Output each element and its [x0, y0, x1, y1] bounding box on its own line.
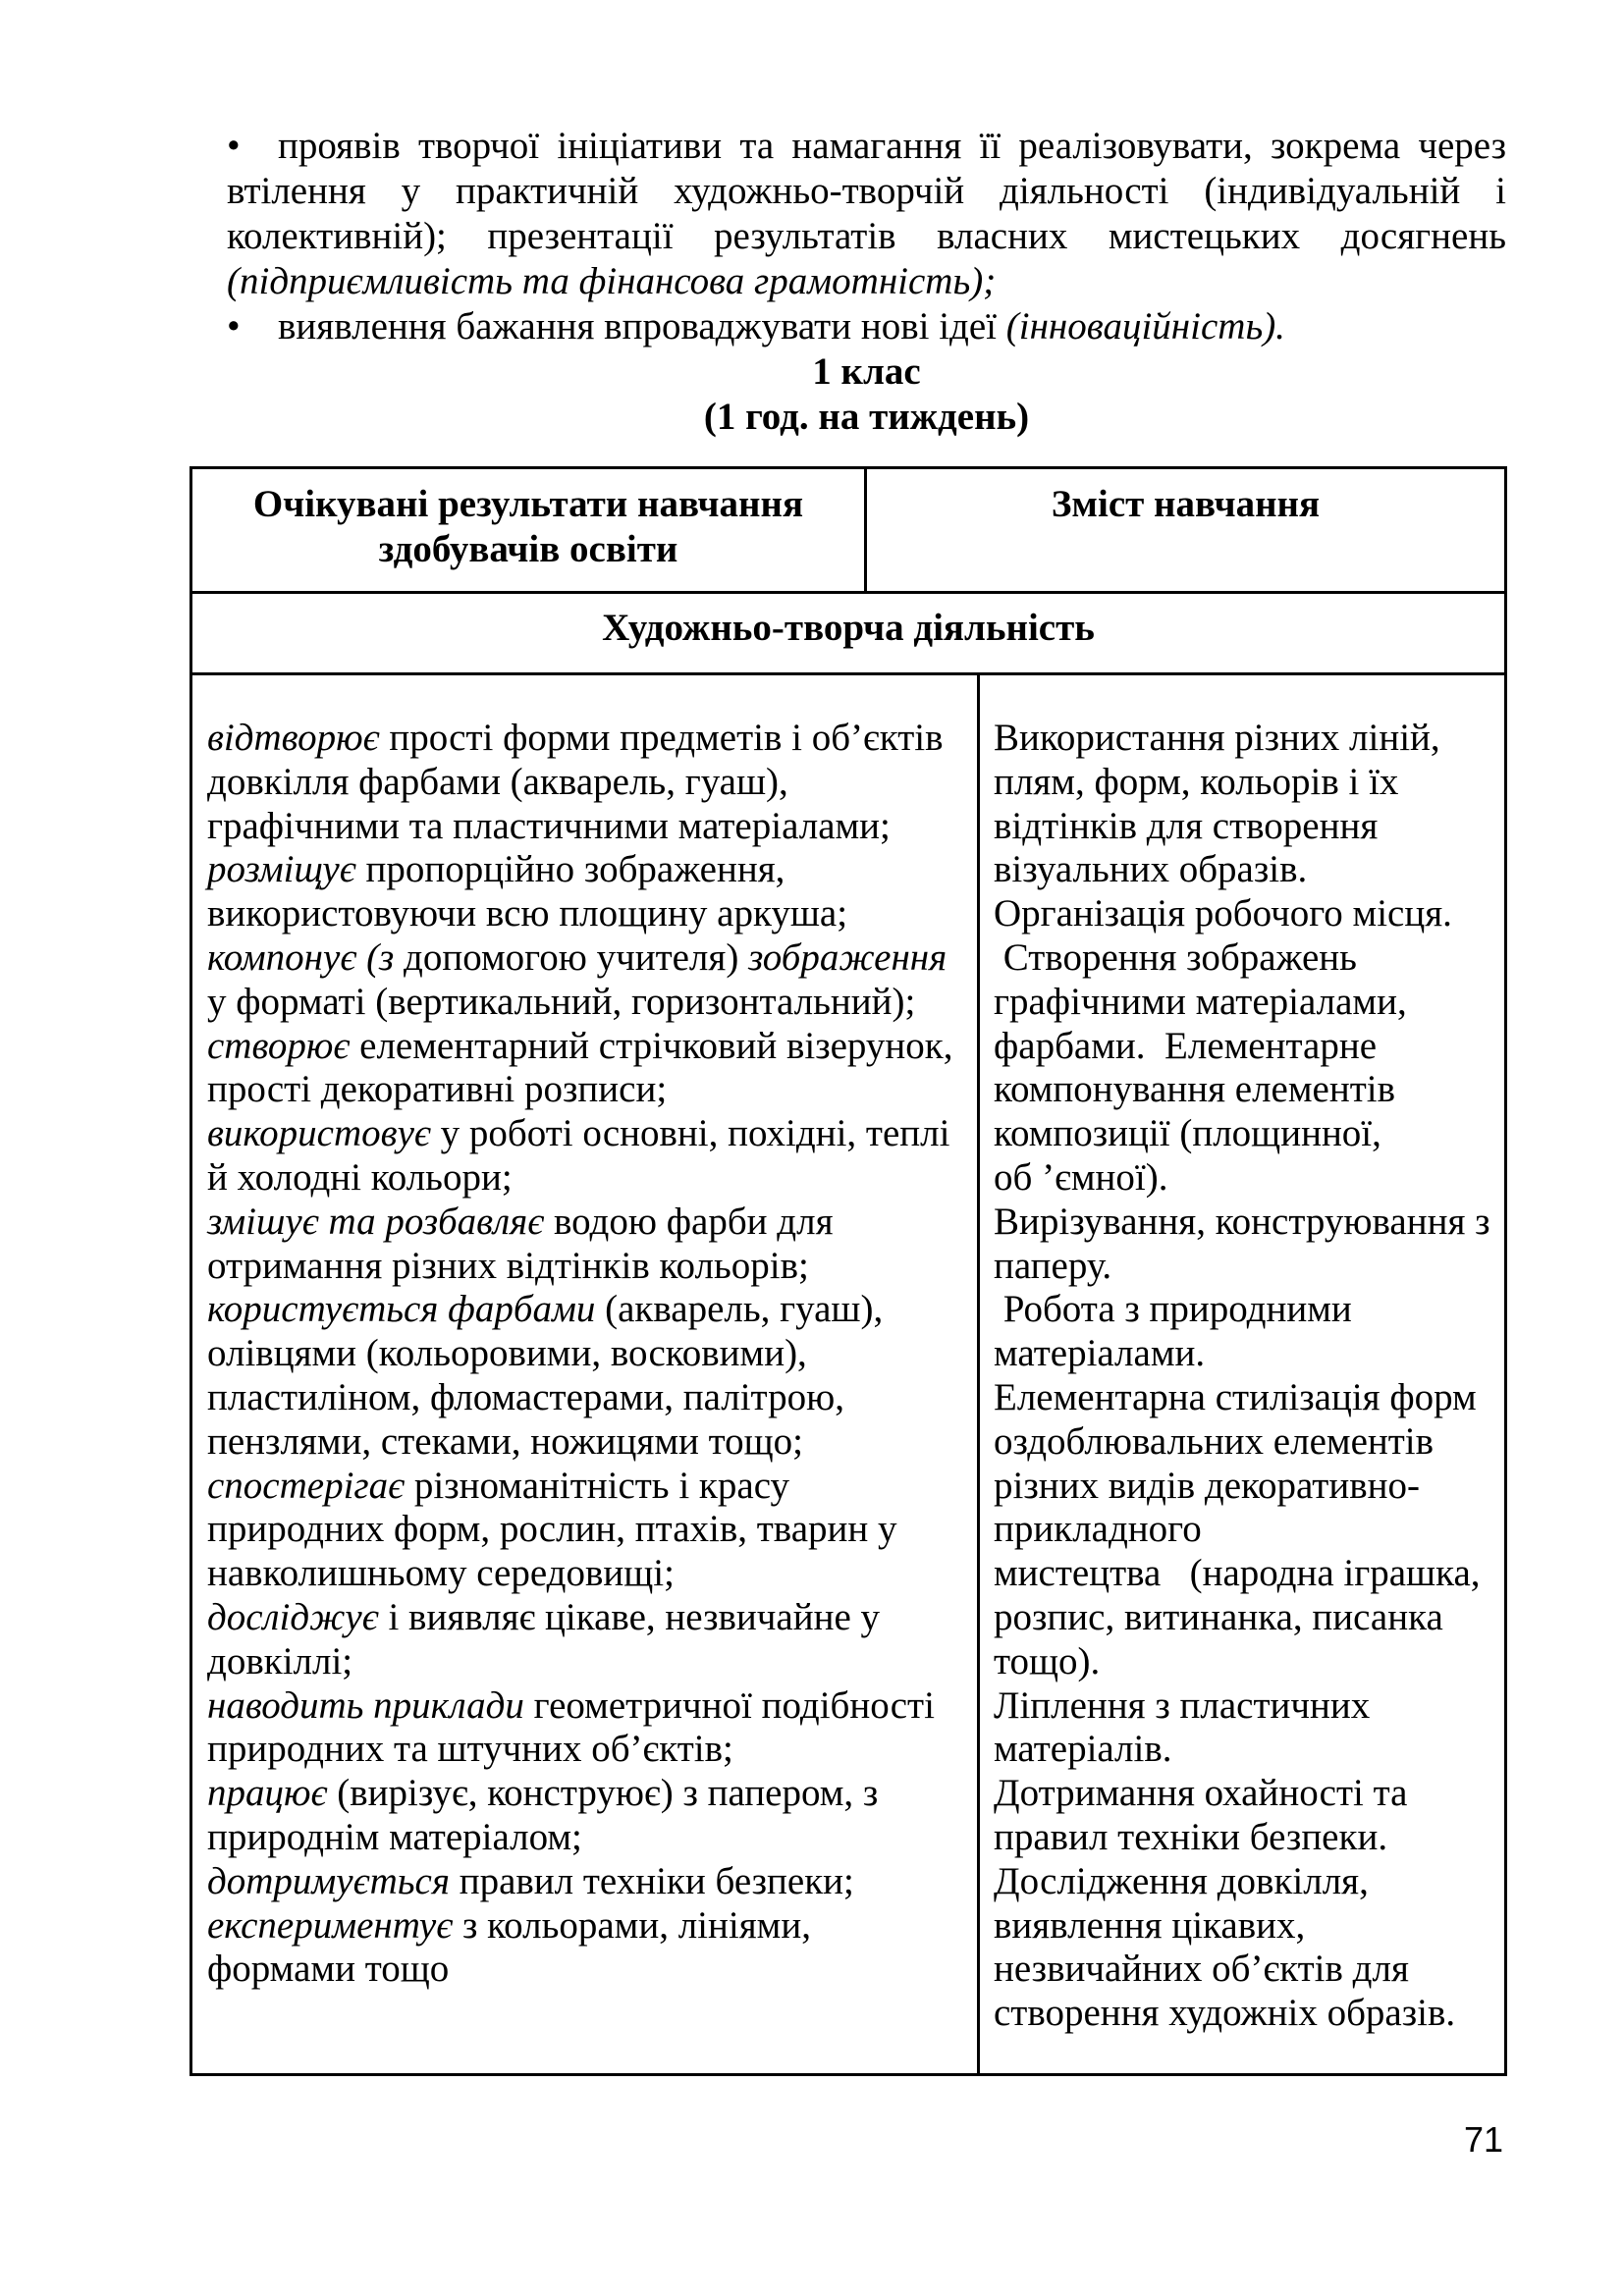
text-line: фарбами. Елементарне — [994, 1024, 1377, 1067]
text-line: Вирізування, конструювання з — [994, 1200, 1490, 1243]
text-line: природних та штучних об’єктів; — [207, 1728, 733, 1771]
text-line: виявлення цікавих, — [994, 1903, 1306, 1947]
text-line: правил техніки безпеки. — [994, 1815, 1388, 1858]
table-header-expected-results: Очікувані результати навчання здобувачів освіти — [192, 469, 867, 591]
intro-text-block — [227, 124, 1506, 440]
hours-heading: (1 год. на тиждень) — [703, 396, 1030, 438]
class-heading: 1 клас — [812, 350, 921, 393]
text-line: використовуючи всю площину аркуша; — [207, 892, 848, 935]
text-line: мистецтва (народна іграшка, — [994, 1552, 1481, 1595]
text-line: паперу. — [994, 1244, 1112, 1287]
bullet-paragraph-1-text: проявів творчої ініціативи та намагання її реалізовувати, зокрема через втілення у практичній художньо-творчій діяльності (індивідуальній і колективній); презентації результатів власних мистецьких досягнень (підприємливість та фінансова грамотність); — [227, 125, 1506, 302]
text-line: Організація робочого місця. — [994, 892, 1452, 935]
text-line: отримання різних відтінків кольорів; — [207, 1244, 809, 1287]
text-line: Дослідження довкілля, — [994, 1859, 1369, 1902]
text-line: графічними матеріалами, — [994, 980, 1407, 1023]
text-line: Ліплення з пластичних — [994, 1683, 1371, 1727]
bullet-icon: • — [227, 305, 241, 347]
text-line: матеріалів. — [994, 1728, 1172, 1771]
text-line: наводить приклади геометричної подібності — [207, 1683, 935, 1727]
table-header-content: Зміст навчання — [1051, 483, 1321, 525]
text-line: відтінків для створення — [994, 804, 1379, 847]
text-line: прикладного — [994, 1508, 1202, 1551]
text-line: довкіллі; — [207, 1639, 353, 1682]
bullet-paragraph-2-text: виявлення бажання впроваджувати нові ідеї (інноваційність). — [278, 305, 1285, 347]
table-body-row — [192, 675, 1504, 2073]
text-line: різних видів декоративно- — [994, 1464, 1420, 1507]
bullet-icon: • — [227, 125, 241, 167]
text-line: природних форм, рослин, птахів, тварин у — [207, 1508, 897, 1551]
text-line: прості декоративні розписи; — [207, 1068, 668, 1111]
text-line: розпис, витинанка, писанка — [994, 1595, 1443, 1638]
text-line: відтворює прості форми предметів і об’єктів — [207, 717, 944, 759]
page-number: 71 — [1463, 2119, 1503, 2160]
text-line: формами тощо — [207, 1948, 450, 1991]
table-cell-content — [980, 675, 1504, 2073]
text-line: плям, форм, кольорів і їх — [994, 760, 1399, 803]
text-line: тощо). — [994, 1639, 1101, 1682]
text-line: візуальних образів. — [994, 848, 1308, 891]
table-header-row — [192, 469, 1504, 594]
text-line: об ’ємної). — [994, 1155, 1168, 1199]
text-line: Елементарна стилізація форм — [994, 1375, 1477, 1418]
text-line: експериментує з кольорами, лініями, — [207, 1903, 811, 1947]
text-line: природнім матеріалом; — [207, 1815, 582, 1858]
text-line: дотримується правил техніки безпеки; — [207, 1859, 854, 1902]
text-line: навколишньому середовищі; — [207, 1552, 675, 1595]
text-line: користується фарбами (акварель, гуаш), — [207, 1288, 884, 1331]
text-line: матеріалами. — [994, 1332, 1206, 1375]
table-section-row: Художньо-творча діяльність — [192, 594, 1504, 675]
text-line: й холодні кольори; — [207, 1155, 513, 1199]
bullet-paragraph-2 — [227, 304, 1506, 349]
text-line: Дотримання охайності та — [994, 1772, 1408, 1815]
text-line: олівцями (кольоровими, восковими), — [207, 1332, 807, 1375]
text-line: змішує та розбавляє водою фарби для — [207, 1200, 834, 1243]
text-line: у форматі (вертикальний, горизонтальний); — [207, 980, 916, 1023]
text-line: розміщує пропорційно зображення, — [207, 848, 785, 891]
bullet-paragraph-1 — [227, 124, 1506, 304]
text-line: Використання різних ліній, — [994, 717, 1440, 759]
text-line: оздоблювальних елементів — [994, 1419, 1435, 1463]
text-line: компонування елементів — [994, 1068, 1396, 1111]
text-line: Створення зображень — [994, 935, 1357, 979]
text-line: працює (вирізує, конструює) з папером, з — [207, 1772, 879, 1815]
curriculum-table — [189, 466, 1507, 2076]
text-line: Робота з природними — [994, 1288, 1352, 1331]
text-line: довкілля фарбами (акварель, гуаш), — [207, 760, 788, 803]
text-line: компонує (з допомогою учителя) зображення — [207, 935, 947, 979]
text-line: досліджує і виявляє цікаве, незвичайне у — [207, 1595, 880, 1638]
table-cell-expected-results — [192, 675, 980, 2073]
text-line: композиції (площинної, — [994, 1112, 1381, 1155]
text-line: спостерігає різноманітність і красу — [207, 1464, 789, 1507]
text-line: використовує у роботі основні, похідні, теплі — [207, 1112, 950, 1155]
text-line: пластиліном, фломастерами, палітрою, — [207, 1375, 844, 1418]
text-line: незвичайних об’єктів для — [994, 1948, 1409, 1991]
text-line: графічними та пластичними матеріалами; — [207, 804, 891, 847]
text-line: створення художніх образів. — [994, 1992, 1456, 2035]
text-line: пензлями, стеками, ножицями тощо; — [207, 1419, 804, 1463]
text-line: створює елементарний стрічковий візерунок, — [207, 1024, 953, 1067]
